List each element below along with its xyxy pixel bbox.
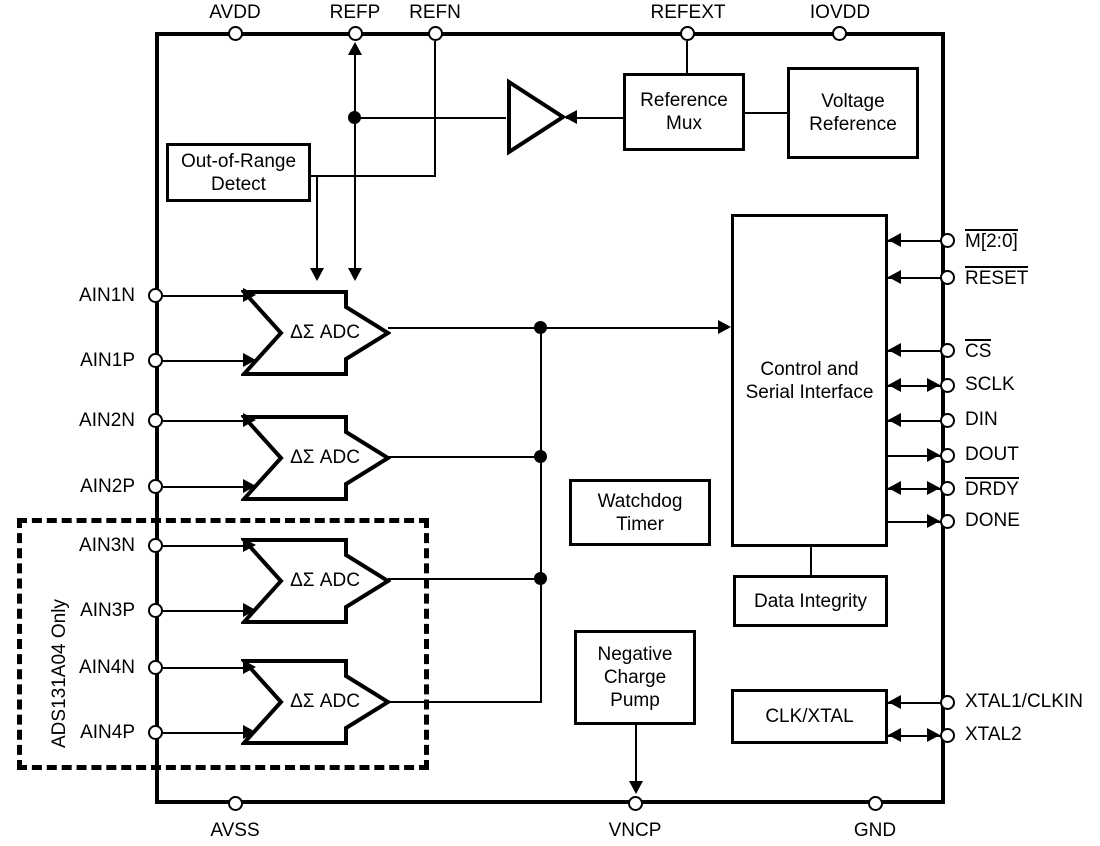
pin-m20[interactable] [940, 233, 955, 248]
pin-refext[interactable] [680, 26, 695, 41]
pin-ain2n[interactable] [148, 413, 163, 428]
pin-iovdd[interactable] [832, 26, 847, 41]
pin-ain4n[interactable] [148, 660, 163, 675]
pin-label-reset [965, 266, 1028, 290]
negative-charge-pump-block [574, 630, 696, 725]
pin-ain4p[interactable] [148, 725, 163, 740]
input-label-ain1n: AIN1N [79, 285, 135, 306]
arrow-ain4p [243, 725, 256, 739]
pin-drdy[interactable] [940, 481, 955, 496]
charge-pump-label-line1: Negative [597, 644, 673, 665]
pin-label-m20-text: M[2:0] [965, 231, 1018, 252]
pin-xtal2[interactable] [940, 728, 955, 743]
arrow-drdy-in [888, 481, 901, 495]
arrow-ain1n [243, 288, 256, 302]
input-label-ain4n: AIN4N [79, 657, 135, 678]
arrow-xtal2-out [927, 728, 940, 742]
wire-adc2-out [388, 456, 542, 458]
arrow-dout [927, 448, 940, 462]
pin-label-drdy [965, 477, 1019, 501]
wire-charge-pump-to-vncp [635, 725, 637, 783]
charge-pump-label-line3: Pump [610, 690, 660, 711]
voltage-reference-block [787, 67, 919, 159]
clk-xtal-block [731, 689, 888, 744]
pin-label-xtal1-clkin: XTAL1/CLKIN [965, 691, 1083, 712]
reference-buffer-amplifier [505, 78, 567, 161]
junction-adc2 [534, 450, 547, 463]
wire-oor-tap [311, 175, 319, 177]
pin-label-iovdd: IOVDD [809, 2, 871, 23]
wire-adc4-out [388, 701, 542, 703]
wire-control-to-data-integrity [810, 547, 812, 575]
arrow-sclk-out [927, 378, 940, 392]
pin-done[interactable] [940, 514, 955, 529]
adc-label-2: ΔΣ ADC [290, 447, 360, 468]
arrow-mux-to-buffer [564, 110, 577, 124]
wire-refn-down1 [434, 41, 436, 176]
out-of-range-label-line2: Detect [211, 173, 266, 195]
clk-xtal-label: CLK/XTAL [765, 706, 854, 727]
arrow-refp-up [348, 42, 362, 55]
arrow-refn-to-adc [310, 268, 324, 281]
out-of-range-label-line1: Out-of-Range [180, 150, 297, 172]
watchdog-label-line2: Timer [616, 513, 664, 535]
wire-ain3n [163, 545, 245, 547]
wire-refext-down [686, 41, 688, 76]
wire-ain2p [163, 486, 245, 488]
pin-gnd[interactable] [868, 796, 883, 811]
pin-label-m20 [965, 229, 1018, 253]
wire-buffer-to-node [354, 117, 506, 119]
watchdog-label-line1: Watchdog [597, 490, 683, 512]
wire-refp-down [354, 117, 356, 269]
pin-label-vncp: VNCP [608, 820, 662, 841]
arrow-xtal2-in [888, 728, 901, 742]
pin-cs[interactable] [940, 343, 955, 358]
reference-mux-label-line1: Reference [640, 90, 728, 111]
arrow-ain3n [243, 538, 256, 552]
arrow-charge-pump-down [629, 781, 643, 794]
input-label-ain2n: AIN2N [79, 410, 135, 431]
arrow-cs [888, 343, 901, 357]
wire-ain1p [163, 360, 245, 362]
control-serial-interface-block [731, 214, 888, 547]
control-serial-label-line2: Serial Interface [745, 381, 874, 403]
input-label-ain1p: AIN1P [80, 350, 135, 371]
input-label-ain4p: AIN4P [80, 722, 135, 743]
ads131a04-only-label: ADS131A04 Only [49, 599, 70, 748]
pin-label-done: DONE [965, 510, 1020, 531]
input-label-ain2p: AIN2P [80, 476, 135, 497]
wire-vref-to-mux [745, 112, 789, 114]
pin-ain1p[interactable] [148, 353, 163, 368]
pin-ain1n[interactable] [148, 288, 163, 303]
pin-ain3n[interactable] [148, 538, 163, 553]
data-integrity-block [733, 575, 888, 627]
pin-label-avss: AVSS [210, 820, 260, 841]
pin-label-dout: DOUT [965, 444, 1019, 465]
adc-label-3: ΔΣ ADC [290, 570, 360, 591]
arrow-ain3p [243, 603, 256, 617]
wire-ain2n [163, 420, 245, 422]
wire-adc1-out [388, 327, 728, 329]
adc-block-2 [241, 414, 391, 502]
pin-xtal1-clkin[interactable] [940, 695, 955, 710]
wire-adc3-out [388, 578, 542, 580]
arrow-adc1-to-control [718, 320, 731, 334]
pin-avss[interactable] [228, 796, 243, 811]
watchdog-timer-block [569, 479, 711, 546]
wire-refn-down2 [316, 175, 318, 269]
arrow-drdy-out [927, 481, 940, 495]
data-integrity-label: Data Integrity [754, 590, 867, 612]
arrow-din [888, 413, 901, 427]
pin-avdd[interactable] [228, 26, 243, 41]
wire-refp-vertical [354, 55, 356, 117]
wire-ain4p [163, 732, 245, 734]
pin-ain3p[interactable] [148, 603, 163, 618]
out-of-range-detect-block [166, 143, 311, 202]
wire-refn-left [316, 175, 436, 177]
pin-din[interactable] [940, 413, 955, 428]
pin-label-drdy-text: DRDY [965, 479, 1019, 500]
input-label-ain3p: AIN3P [80, 600, 135, 621]
arrow-sclk-in [888, 378, 901, 392]
wire-ain3p [163, 610, 245, 612]
arrow-refp-to-adc [348, 268, 362, 281]
arrow-reset [888, 270, 901, 284]
adc-block-1 [241, 289, 391, 377]
pin-refn[interactable] [428, 26, 443, 41]
adc-block-3 [241, 537, 391, 625]
pin-label-gnd: GND [853, 820, 897, 841]
pin-label-din: DIN [965, 409, 998, 430]
arrow-ain1p [243, 353, 256, 367]
junction-adc3 [534, 572, 547, 585]
pin-label-sclk: SCLK [965, 374, 1015, 395]
pin-refp[interactable] [348, 26, 363, 41]
adc-block-4 [241, 658, 391, 746]
pin-label-refp: REFP [329, 2, 381, 23]
reference-mux-block [623, 73, 745, 151]
pin-label-avdd: AVDD [209, 2, 261, 23]
wire-adc-bus [540, 327, 542, 702]
arrow-ain4n [243, 660, 256, 674]
arrow-ain2n [243, 413, 256, 427]
pin-reset[interactable] [940, 270, 955, 285]
arrow-m20 [888, 233, 901, 247]
pin-label-reset-text: RESET [965, 268, 1029, 289]
arrow-ain2p [243, 479, 256, 493]
reference-mux-label-line2: Mux [666, 113, 702, 134]
pin-sclk[interactable] [940, 378, 955, 393]
input-label-ain3n: AIN3N [79, 535, 135, 556]
adc-label-4: ΔΣ ADC [290, 691, 360, 712]
voltage-reference-label-line1: Voltage [821, 91, 885, 112]
wire-ain4n [163, 667, 245, 669]
pin-label-xtal2: XTAL2 [965, 724, 1022, 745]
pin-dout[interactable] [940, 448, 955, 463]
pin-label-refn: REFN [409, 2, 461, 23]
adc-label-1: ΔΣ ADC [290, 322, 360, 343]
control-serial-label-line1: Control and [760, 358, 859, 380]
pin-vncp[interactable] [628, 796, 643, 811]
charge-pump-label-line2: Charge [603, 667, 667, 688]
pin-label-refext: REFEXT [650, 2, 726, 23]
pin-label-cs [965, 339, 991, 363]
pin-ain2p[interactable] [148, 479, 163, 494]
wire-ain1n [163, 295, 245, 297]
voltage-reference-label-line2: Reference [809, 114, 897, 135]
arrow-xtal1 [888, 695, 901, 709]
arrow-done [927, 514, 940, 528]
pin-label-cs-text: CS [965, 341, 992, 362]
